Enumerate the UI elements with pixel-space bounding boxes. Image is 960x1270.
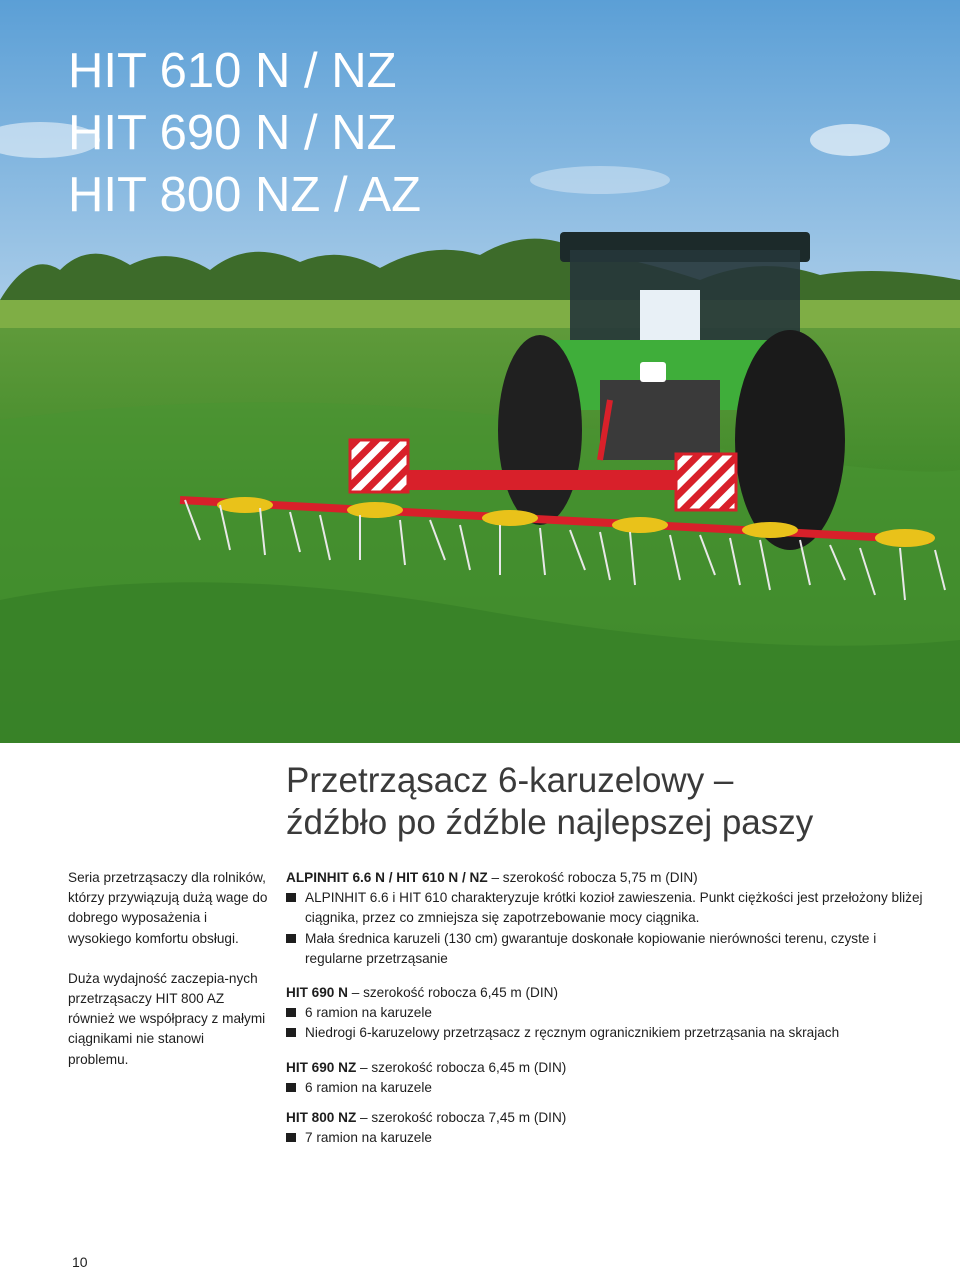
spec-model: HIT 690 NZ [286, 1059, 357, 1075]
spec-model: HIT 800 NZ [286, 1110, 357, 1126]
bullet-text: 6 ramion na karuzele [305, 1079, 432, 1095]
square-bullet-icon [286, 1133, 296, 1142]
spec-block [286, 983, 926, 1044]
title-line-1: HIT 610 N / NZ [68, 44, 397, 98]
heading-line-2: źdźbło po źdźble najlepszej paszy [286, 803, 814, 842]
spec-block [286, 1058, 926, 1098]
bullet-item [286, 1128, 926, 1148]
bullet-item [286, 1078, 926, 1098]
intro-paragraph: Seria przetrząsaczy dla rolników, którzy przywiązują dużą wage do dobrego wyposażenia i wysokiego komfortu obsługi. [68, 870, 268, 946]
intro-column [68, 868, 268, 1090]
bullet-item [286, 929, 926, 969]
intro-paragraph: Duża wydajność zaczepia-nych przetrząsaczy HIT 800 AZ również we współpracy z małymi ciągnikami nie stanowi problemu. [68, 970, 266, 1067]
title-line-2: HIT 690 N / NZ [68, 106, 397, 160]
spec-desc: – szerokość robocza 7,45 m (DIN) [360, 1110, 567, 1126]
bullet-text: 7 ramion na karuzele [305, 1130, 432, 1146]
square-bullet-icon [286, 1008, 296, 1017]
square-bullet-icon [286, 1028, 296, 1037]
section-heading [286, 760, 926, 844]
bullet-text: Niedrogi 6-karuzelowy przetrząsacz z ręcznym ogranicznikiem przetrząsania na skrajach [305, 1025, 840, 1041]
spec-header [286, 983, 926, 1003]
spec-block [286, 868, 926, 969]
bullet-item [286, 1003, 926, 1023]
spec-header [286, 1108, 926, 1128]
bullet-item [286, 888, 926, 928]
page-number: 10 [72, 1254, 88, 1270]
bullet-item [286, 1023, 926, 1043]
spec-header [286, 1058, 926, 1078]
spec-block [286, 1108, 926, 1148]
square-bullet-icon [286, 1083, 296, 1092]
spec-header [286, 868, 926, 888]
spec-list [286, 868, 926, 1158]
spec-desc: – szerokość robocza 6,45 m (DIN) [360, 1059, 567, 1075]
square-bullet-icon [286, 893, 296, 902]
square-bullet-icon [286, 934, 296, 943]
title-line-3: HIT 800 NZ / AZ [68, 168, 422, 222]
bullet-text: 6 ramion na karuzele [305, 1005, 432, 1021]
spec-model: HIT 690 N [286, 985, 348, 1001]
heading-line-1: Przetrząsacz 6-karuzelowy – [286, 761, 734, 800]
spec-desc: – szerokość robocza 6,45 m (DIN) [351, 985, 558, 1001]
spec-desc: – szerokość robocza 5,75 m (DIN) [491, 870, 698, 885]
bullet-text: ALPINHIT 6.6 i HIT 610 charakteryzuje krótki kozioł zawieszenia. Punkt ciężkości jest przełożony bliżej ciągnika, przez co zmniejsza się zapotrzebowanie mocy ciągnika. [305, 890, 923, 926]
product-title [68, 40, 421, 226]
spec-model: ALPINHIT 6.6 N / HIT 610 N / NZ [286, 870, 488, 885]
bullet-text: Mała średnica karuzeli (130 cm) gwarantuje doskonałe kopiowanie nierówności terenu, czyste i regularne przetrząsanie [305, 930, 877, 966]
